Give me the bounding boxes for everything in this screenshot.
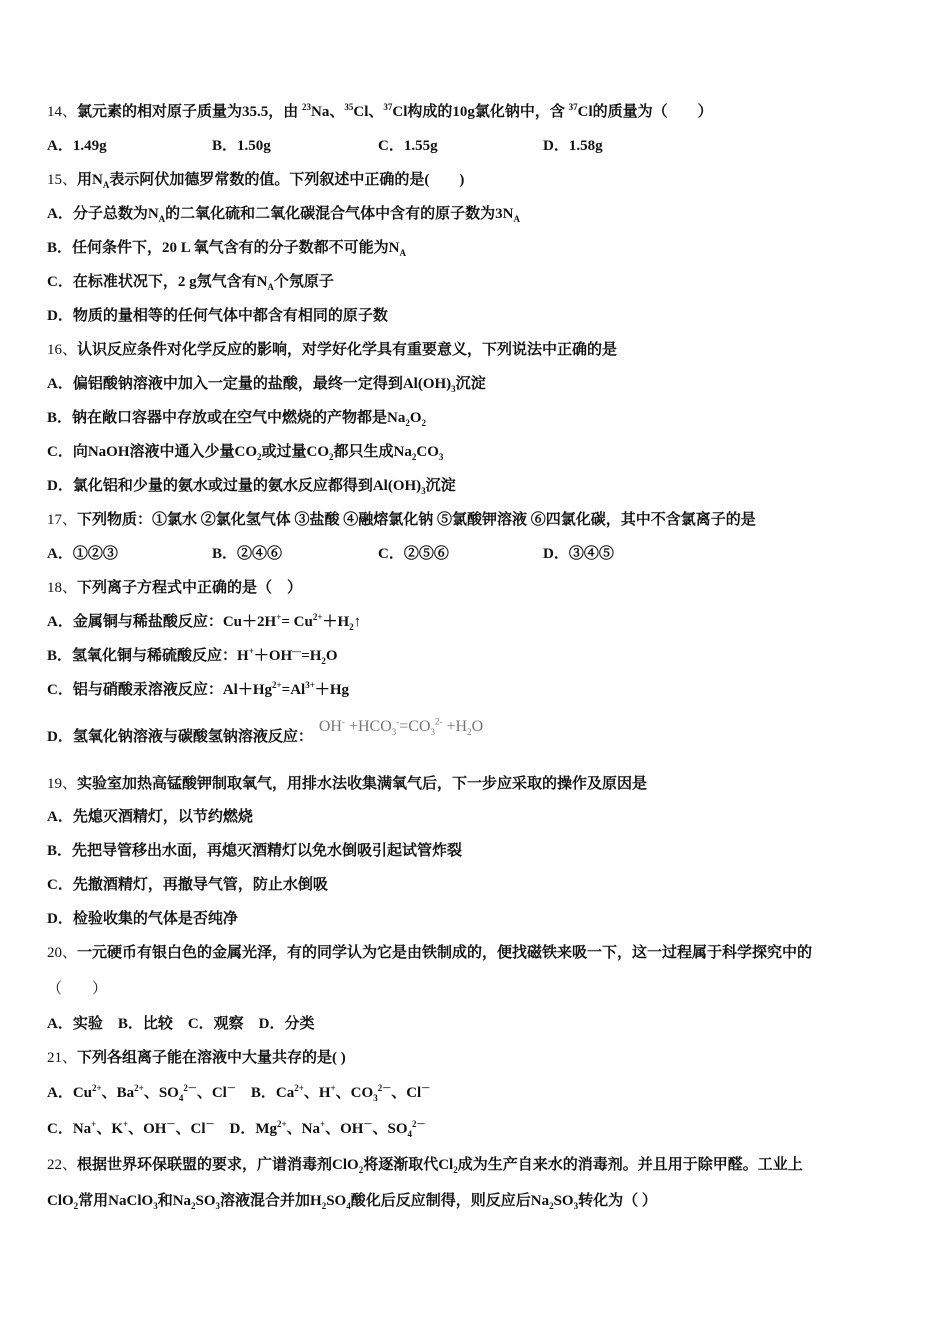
text-segment: 和Na (157, 1193, 192, 1209)
text-line (47, 909, 238, 929)
supscript: + (330, 1083, 336, 1093)
text-segment: ＋H (322, 614, 350, 630)
supscript: + (320, 1119, 326, 1129)
text-segment: D．氢氧化钠溶液与碳酸氢钠溶液反应： (47, 729, 313, 745)
supscript: — (292, 646, 302, 656)
question-number: 18、 (47, 580, 78, 596)
subscript: 2 (349, 622, 354, 632)
text-segment: 、Ba (101, 1085, 135, 1101)
text-segment: Cl的质量为（ ） (577, 104, 713, 120)
text-line (47, 408, 426, 428)
text-segment: C．Na (47, 1121, 92, 1137)
text-line (47, 943, 812, 963)
text-segment: 实验室加热高锰酸钾制取氧气，用排水法收集满氧气后，下一步应采取的操作及原因是 (77, 776, 648, 792)
supscript: 37 (568, 102, 578, 112)
text-segment: A．偏铝酸钠溶液中加入一定量的盐酸，最终一定得到Al(OH) (47, 376, 452, 392)
subscript: 2 (411, 452, 417, 462)
text-line (47, 476, 456, 496)
text-segment: A．先熄灭酒精灯，以节约燃烧 (47, 809, 253, 825)
question-number: 21、 (47, 1050, 78, 1066)
question-number: 19、 (47, 776, 78, 792)
option-C: C．1.55g (378, 138, 438, 154)
text-segment: 、OH (128, 1121, 167, 1137)
supscript: + (122, 1119, 129, 1129)
text-segment: 的二氧化硫和二氧化碳混合气体中含有的原子数为3N (165, 206, 514, 222)
text-line (47, 102, 713, 122)
text-segment: B．氢氧化铜与稀硫酸反应：H (47, 648, 249, 664)
text-segment: SO (326, 1193, 347, 1209)
text-segment: 沉淀 (455, 376, 486, 392)
text-segment: Na、 (311, 104, 345, 120)
text-segment: 、CO (335, 1085, 374, 1101)
text-segment: OH (318, 718, 342, 735)
text-segment: D．检验收集的气体是否纯净 (47, 911, 238, 927)
text-segment: 根据世界环保联盟的要求，广谱消毒剂ClO (77, 1157, 359, 1173)
text-line (47, 272, 334, 292)
subscript: A (102, 180, 110, 190)
text-segment: 、Cl (175, 1121, 206, 1137)
subscript: A (399, 248, 407, 258)
text-segment: O (409, 410, 422, 426)
supscript: 2+ (92, 1083, 102, 1093)
text-segment: 成为生产自来水的消毒剂。并且用于除甲醛。工业上 (457, 1157, 803, 1173)
subscript: 3 (215, 1201, 221, 1211)
subscript: 3 (451, 384, 456, 394)
options-row (47, 136, 747, 156)
text-segment: ＋Hg (314, 682, 350, 698)
supscript: 2－ (377, 1083, 392, 1093)
text-segment: A．Cu (47, 1085, 93, 1101)
subscript: 2 (191, 1201, 196, 1211)
text-line (47, 1083, 430, 1103)
text-segment: A．分子总数为N (47, 206, 159, 222)
text-line (47, 979, 107, 999)
text-segment: C．先撤酒精灯，再撤导气管，防止水倒吸 (47, 877, 328, 893)
subscript: 2 (329, 452, 334, 462)
text-segment: = Cu (281, 614, 313, 630)
text-segment: 、Cl (196, 1085, 227, 1101)
supscript: + (91, 1119, 97, 1129)
option-D: D．1.58g (543, 138, 603, 154)
text-segment: =Al (281, 682, 306, 698)
text-segment: B．Ca (235, 1085, 295, 1101)
subscript: 3 (430, 727, 436, 738)
text-segment: 、OH (325, 1121, 364, 1137)
subscript: 2 (467, 727, 472, 738)
text-segment: 下列物质：①氯水 ②氯化氢气体 ③盐酸 ④融熔氯化钠 ⑤氯酸钾溶液 ⑥四氯化碳，其中不含氯离子的是 (77, 512, 756, 528)
supscript: 2+ (312, 612, 323, 622)
text-line (47, 238, 406, 258)
text-segment: 氯元素的相对原子质量为35.5，由 (77, 104, 303, 120)
text-segment: C．铝与硝酸汞溶液反应：Al＋Hg (47, 682, 273, 698)
options-row (47, 544, 747, 564)
text-line (47, 875, 328, 895)
text-segment: 常用NaClO (78, 1193, 154, 1209)
text-segment: ↑ (353, 614, 362, 630)
text-line (47, 716, 484, 747)
supscript: 2－ (412, 1119, 426, 1129)
text-segment: +HCO (344, 718, 392, 735)
text-segment: 溶液混合并加H (220, 1193, 322, 1209)
question-number: 17、 (47, 512, 78, 528)
text-segment: 一元硬币有银白色的金属光泽，有的同学认为它是由铁制成的，便找磁铁来吸一下，这一过程属于科学探究中的 (77, 945, 813, 961)
text-line (47, 646, 338, 666)
text-line (47, 807, 253, 827)
subscript: 2 (421, 418, 427, 428)
text-segment: 用N (77, 172, 103, 188)
subscript: 4 (346, 1201, 351, 1211)
question-number: 22、 (47, 1157, 78, 1173)
subscript: 2 (321, 1201, 327, 1211)
text-segment: O (325, 648, 338, 664)
text-line (47, 1119, 426, 1139)
option-B: B．1.50g (212, 138, 271, 154)
subscript: 2 (549, 1201, 554, 1211)
text-line (47, 442, 443, 462)
text-segment: ＋OH (253, 648, 293, 664)
text-segment: 将逐渐取代Cl (363, 1157, 454, 1173)
text-line (47, 340, 617, 360)
question-number: 20、 (47, 945, 78, 961)
text-segment: D．Mg (214, 1121, 278, 1137)
text-line (47, 578, 302, 598)
text-segment: 、K (96, 1121, 123, 1137)
supscript: + (276, 612, 282, 622)
option-C: C．②⑤⑥ (378, 546, 449, 562)
supscript: 2+ (277, 1119, 287, 1129)
option-B: B．②④⑥ (212, 546, 283, 562)
text-line (47, 374, 486, 394)
text-segment: A．金属铜与稀盐酸反应：Cu＋2H (47, 614, 277, 630)
text-segment: 或过量CO (261, 444, 330, 460)
subscript: 3 (421, 486, 426, 496)
question-number: （ ） (47, 981, 108, 997)
supscript: － (363, 1119, 373, 1129)
text-line (47, 841, 462, 861)
subscript: 2 (257, 452, 262, 462)
question-number: 14、 (47, 104, 78, 120)
text-segment: A．实验 B．比较 C．观察 D．分类 (47, 1016, 315, 1032)
text-segment: Cl、 (353, 104, 384, 120)
text-segment: SO (195, 1193, 216, 1209)
subscript: 3 (153, 1201, 158, 1211)
subscript: A (267, 282, 274, 292)
text-segment: B．钠在敞口容器中存放或在空气中燃烧的产物都是Na (47, 410, 406, 426)
subscript: A (158, 214, 166, 224)
text-segment: 酸化后反应制得，则反应后Na (350, 1193, 550, 1209)
subscript: 2 (358, 1165, 364, 1175)
text-segment: O (471, 718, 484, 735)
supscript: － (205, 1119, 215, 1129)
text-segment: 转化为（ ） (578, 1193, 657, 1209)
text-segment: B．任何条件下，20 L 氧气含有的分子数都不可能为N (47, 240, 400, 256)
text-segment: D．物质的量相等的任何气体中都含有相同的原子数 (47, 308, 388, 324)
supscript: 23 (302, 102, 312, 112)
text-segment: C．向NaOH溶液中通入少量CO (47, 444, 258, 460)
option-A: A．①②③ (47, 546, 118, 562)
subscript: 3 (373, 1093, 378, 1103)
subscript: 4 (178, 1093, 184, 1103)
text-line (47, 1155, 803, 1175)
text-segment: 个氖原子 (273, 274, 334, 290)
text-line (47, 612, 361, 632)
supscript: － (166, 1119, 176, 1129)
supscript: - (341, 716, 345, 727)
subscript: 2 (321, 656, 326, 666)
text-line (47, 1014, 315, 1034)
question-number: 16、 (47, 342, 78, 358)
supscript: － (226, 1083, 236, 1093)
text-segment: =CO (399, 718, 431, 735)
supscript: 2－ (183, 1083, 197, 1093)
supscript: - (396, 716, 400, 727)
text-segment: CO (416, 444, 439, 460)
subscript: 2 (453, 1165, 458, 1175)
subscript: 2 (73, 1201, 79, 1211)
text-line (47, 510, 756, 530)
text-line (47, 774, 647, 794)
subscript: A (513, 214, 521, 224)
text-segment: +H (442, 718, 468, 735)
text-segment: 、SO (143, 1085, 179, 1101)
text-segment: Cl构成的10g氯化钠中，含 (392, 104, 569, 120)
text-line (47, 204, 520, 224)
supscript: 2+ (134, 1083, 144, 1093)
text-segment: 下列各组离子能在溶液中大量共存的是( ) (77, 1050, 346, 1066)
text-segment: =H (301, 648, 322, 664)
subscript: 3 (573, 1201, 579, 1211)
text-line (47, 170, 464, 190)
supscript: 3+ (305, 680, 315, 690)
text-segment: 下列离子方程式中正确的是（ ） (77, 580, 303, 596)
text-line (47, 306, 388, 326)
supscript: 37 (383, 102, 393, 112)
text-line (47, 1048, 346, 1068)
text-segment: 、Na (286, 1121, 320, 1137)
text-segment: 、SO (372, 1121, 408, 1137)
supscript: 35 (344, 102, 354, 112)
supscript: － (421, 1083, 431, 1093)
subscript: 4 (407, 1129, 413, 1139)
text-segment: SO (553, 1193, 574, 1209)
subscript: 3 (438, 452, 444, 462)
subscript: 3 (391, 727, 397, 738)
text-segment: 认识反应条件对化学反应的影响，对学好化学具有重要意义，下列说法中正确的是 (77, 342, 618, 358)
equation-image (318, 716, 484, 738)
text-line (47, 680, 349, 700)
text-segment: 、Cl (391, 1085, 422, 1101)
text-segment: ClO (47, 1193, 74, 1209)
supscript: + (248, 646, 254, 656)
text-segment: 沉淀 (425, 478, 456, 494)
supscript: 2- (435, 716, 443, 727)
supscript: 2+ (294, 1083, 304, 1093)
option-A: A．1.49g (47, 138, 107, 154)
text-segment: D．氯化铝和少量的氨水或过量的氨水反应都得到Al(OH) (47, 478, 422, 494)
subscript: 2 (405, 418, 410, 428)
text-segment: 表示阿伏加德罗常数的值。下列叙述中正确的是( ) (109, 172, 465, 188)
supscript: 2+ (272, 680, 282, 690)
option-D: D．③④⑤ (543, 546, 614, 562)
text-segment: B．先把导管移出水面，再熄灭酒精灯以免水倒吸引起试管炸裂 (47, 843, 463, 859)
text-segment: 都只生成Na (333, 444, 412, 460)
question-number: 15、 (47, 172, 78, 188)
text-line (47, 1191, 657, 1211)
text-segment: C．在标准状况下，2 g氖气含有N (47, 274, 268, 290)
text-segment: 、H (303, 1085, 331, 1101)
